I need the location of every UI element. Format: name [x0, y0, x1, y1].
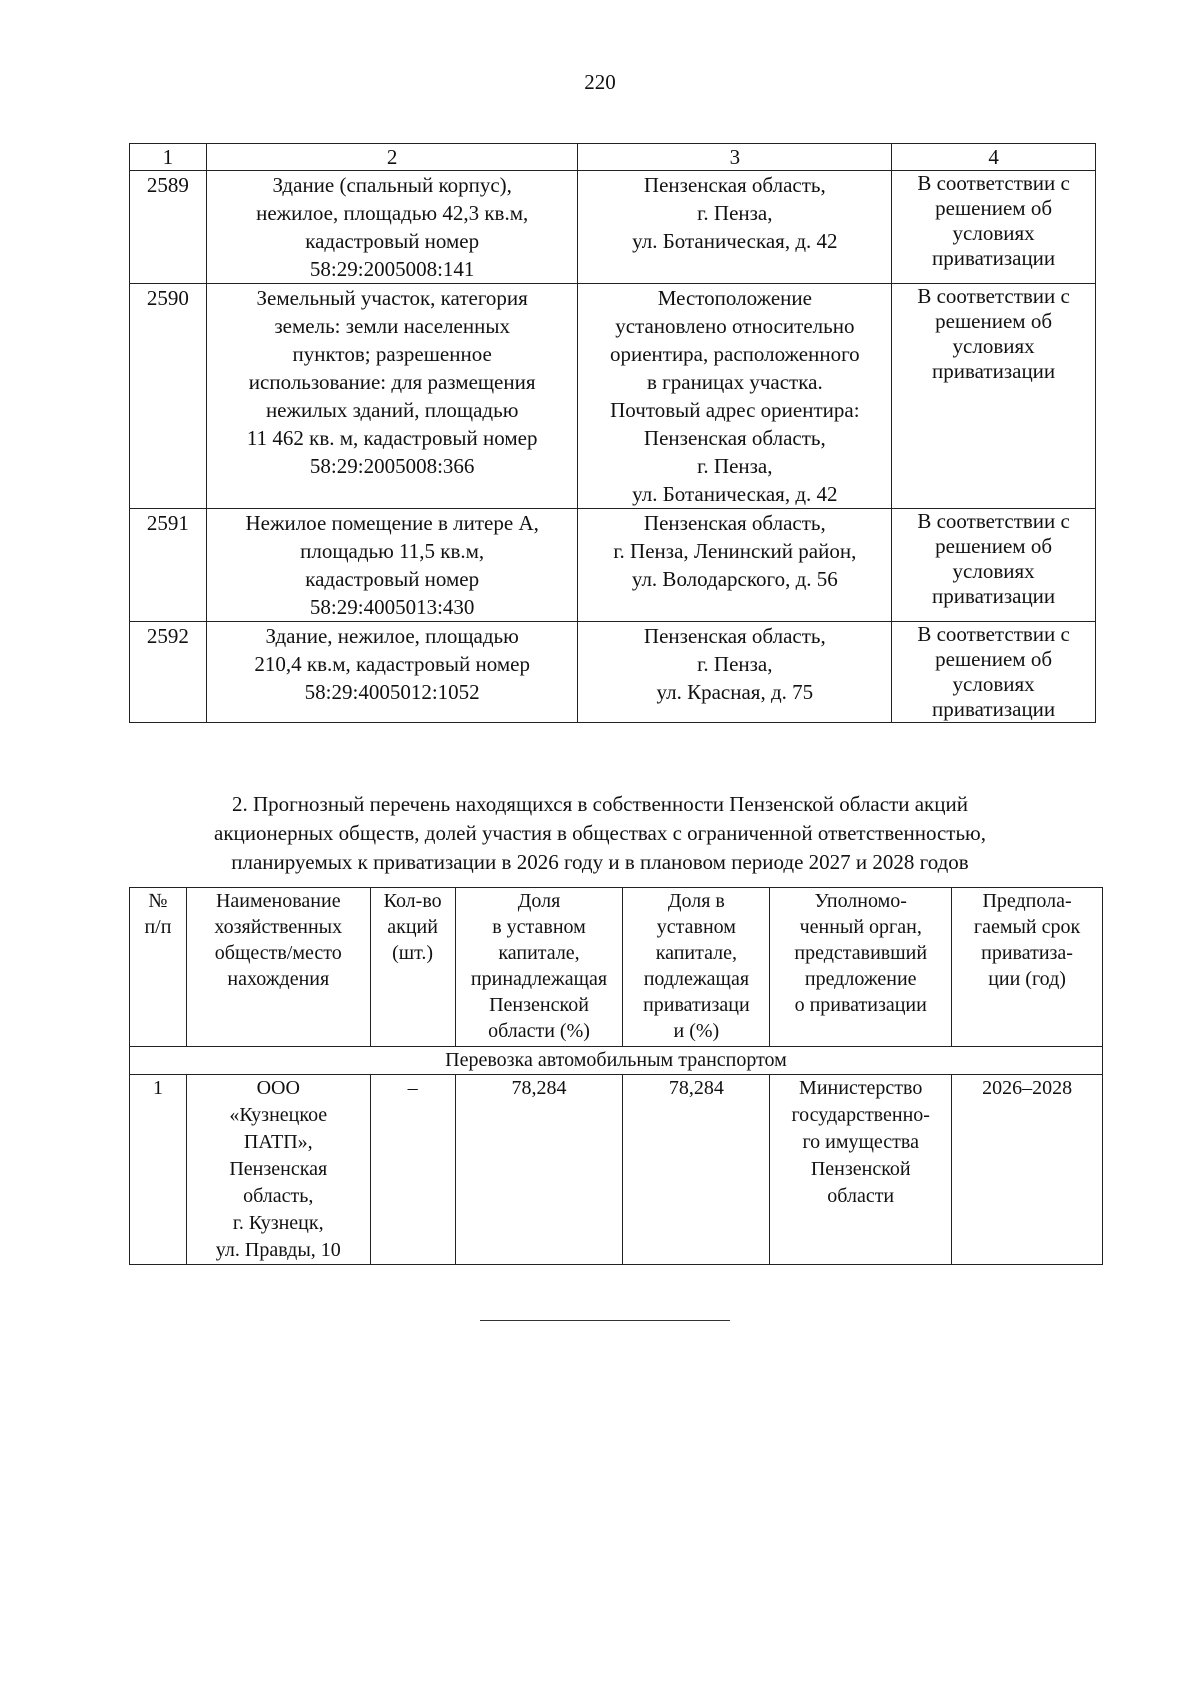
- cell-line: г. Пенза,: [697, 201, 773, 225]
- row-number: [130, 171, 207, 284]
- column-header: 2: [206, 144, 578, 171]
- cell-line: решением об: [935, 534, 1053, 558]
- row-number: [130, 509, 207, 622]
- cell-line: Почтовый адрес ориентира:: [610, 398, 860, 422]
- cell-line: государственно-: [791, 1104, 930, 1126]
- object-address: [578, 284, 892, 509]
- cell-line: Пензенская область,: [643, 624, 826, 648]
- cell-line: площадью 11,5 кв.м,: [300, 539, 485, 563]
- cell-line: Пензенская: [229, 1158, 328, 1180]
- shares-count: [370, 1075, 455, 1265]
- authorized-body: [770, 1075, 952, 1265]
- cell-line: нежилых зданий, площадью: [265, 398, 519, 422]
- cell-line: Доля в: [667, 890, 725, 912]
- table-row: [130, 284, 1096, 509]
- cell-line: подлежащая: [643, 968, 750, 990]
- privatization-basis: [892, 171, 1096, 284]
- cell-line: ПАТП»,: [243, 1131, 313, 1153]
- cell-line: 2591: [146, 511, 189, 535]
- cell-line: Нежилое помещение в литере А,: [245, 511, 539, 535]
- cell-line: п/п: [144, 916, 172, 938]
- column-header: 1: [130, 144, 207, 171]
- cell-line: земель: земли населенных: [274, 314, 510, 338]
- privatization-basis: [892, 509, 1096, 622]
- column-header: [952, 888, 1103, 1047]
- cell-line: 1: [152, 1077, 163, 1099]
- column-header: [186, 888, 370, 1047]
- row-number: [130, 622, 207, 723]
- column-header: [130, 888, 187, 1047]
- table-header-row: [130, 888, 1103, 1047]
- cell-line: Уполномо-: [814, 890, 907, 912]
- share-owned-percent: [455, 1075, 623, 1265]
- cell-line: приватизации: [932, 359, 1056, 383]
- object-description: [206, 171, 578, 284]
- row-number: [130, 1075, 187, 1265]
- cell-line: в границах участка.: [646, 370, 823, 394]
- cell-line: В соответствии с: [917, 284, 1070, 308]
- section-2-heading: [0, 790, 1200, 877]
- cell-line: условиях: [952, 334, 1035, 358]
- cell-line: капитале,: [655, 942, 738, 964]
- column-header: [623, 888, 770, 1047]
- cell-line: нежилое, площадью 42,3 кв.м,: [256, 201, 529, 225]
- cell-line: области: [827, 1185, 895, 1207]
- cell-line: 2026–2028: [982, 1077, 1073, 1099]
- company-name: [186, 1075, 370, 1265]
- cell-line: решением об: [935, 196, 1053, 220]
- cell-line: Пензенская область,: [643, 511, 826, 535]
- cell-line: ООО: [256, 1077, 300, 1099]
- cell-line: ченный орган,: [799, 916, 922, 938]
- column-header: [770, 888, 952, 1047]
- cell-line: 210,4 кв.м, кадастровый номер: [254, 652, 530, 676]
- cell-line: Министерство: [799, 1077, 923, 1099]
- cell-line: 58:29:4005012:1052: [304, 680, 480, 704]
- heading-line: 2. Прогнозный перечень находящихся в собственности Пензенской области акций: [232, 792, 968, 816]
- cell-line: установлено относительно: [615, 314, 855, 338]
- cell-line: В соответствии с: [917, 622, 1070, 646]
- cell-line: о приватизации: [794, 994, 927, 1016]
- cell-line: 78,284: [668, 1077, 724, 1099]
- cell-line: –: [407, 1077, 418, 1099]
- cell-line: №: [148, 890, 168, 912]
- cell-line: ул. Правды, 10: [215, 1239, 341, 1261]
- property-table: [129, 143, 1096, 723]
- table-row: [130, 171, 1096, 284]
- cell-line: обществ/место: [214, 942, 342, 964]
- cell-line: ул. Ботаническая, д. 42: [632, 482, 838, 506]
- cell-line: акций: [387, 916, 438, 938]
- cell-line: Кол-во: [383, 890, 442, 912]
- cell-line: предложение: [804, 968, 917, 990]
- cell-line: решением об: [935, 309, 1053, 333]
- section-label: Перевозка автомобильным транспортом: [130, 1047, 1103, 1075]
- section-row: [130, 1047, 1103, 1075]
- cell-line: ул. Ботаническая, д. 42: [632, 229, 838, 253]
- table-header-row: [130, 144, 1096, 171]
- cell-line: ул. Красная, д. 75: [656, 680, 814, 704]
- property-table-body: [130, 171, 1096, 723]
- cell-line: хозяйственных: [214, 916, 343, 938]
- column-header: [370, 888, 455, 1047]
- cell-line: область,: [243, 1185, 314, 1207]
- shares-table: [129, 887, 1103, 1265]
- cell-line: Земельный участок, категория: [256, 286, 528, 310]
- privatization-basis: [892, 284, 1096, 509]
- cell-line: Пензенской: [489, 994, 589, 1016]
- cell-line: и (%): [673, 1020, 720, 1042]
- column-header: 3: [578, 144, 892, 171]
- cell-line: условиях: [952, 221, 1035, 245]
- cell-line: г. Пенза,: [697, 652, 773, 676]
- cell-line: 58:29:2005008:366: [309, 454, 475, 478]
- cell-line: уставном: [656, 916, 736, 938]
- share-privatized-percent: [623, 1075, 770, 1265]
- cell-line: го имущества: [802, 1131, 919, 1153]
- table-row: [130, 622, 1096, 723]
- object-address: [578, 171, 892, 284]
- cell-line: использование: для размещения: [248, 370, 536, 394]
- cell-line: 58:29:2005008:141: [309, 257, 475, 281]
- cell-line: 58:29:4005013:430: [309, 595, 475, 619]
- cell-line: пунктов; разрешенное: [292, 342, 492, 366]
- cell-line: 78,284: [511, 1077, 567, 1099]
- cell-line: ул. Володарского, д. 56: [631, 567, 838, 591]
- cell-line: г. Кузнецк,: [232, 1212, 324, 1234]
- cell-line: Пензенской: [810, 1158, 911, 1180]
- cell-line: В соответствии с: [917, 509, 1070, 533]
- cell-line: Доля: [517, 890, 561, 912]
- heading-line: планируемых к приватизации в 2026 году и в плановом периоде 2027 и 2028 годов: [231, 850, 969, 874]
- cell-line: ориентира, расположенного: [609, 342, 860, 366]
- cell-line: Здание, нежилое, площадью: [265, 624, 519, 648]
- cell-line: г. Пенза, Ленинский район,: [613, 539, 857, 563]
- cell-line: Наименование: [215, 890, 341, 912]
- object-address: [578, 509, 892, 622]
- cell-line: 2592: [146, 624, 189, 648]
- row-number: [130, 284, 207, 509]
- cell-line: в уставном: [492, 916, 586, 938]
- table-row: [130, 1075, 1103, 1265]
- cell-line: условиях: [952, 672, 1035, 696]
- cell-line: представивший: [794, 942, 928, 964]
- object-description: [206, 622, 578, 723]
- heading-line: акционерных обществ, долей участия в обществах с ограниченной ответственностью,: [214, 821, 986, 845]
- cell-line: приватизации: [932, 584, 1056, 608]
- cell-line: ции (год): [988, 968, 1066, 990]
- cell-line: 2590: [146, 286, 189, 310]
- cell-line: области (%): [488, 1020, 590, 1042]
- page-number: 220: [584, 70, 616, 94]
- privatization-basis: [892, 622, 1096, 723]
- privatization-term: [952, 1075, 1103, 1265]
- cell-line: кадастровый номер: [305, 229, 480, 253]
- cell-line: приватизации: [932, 246, 1056, 270]
- object-description: [206, 509, 578, 622]
- cell-line: решением об: [935, 647, 1053, 671]
- column-header: [455, 888, 623, 1047]
- object-address: [578, 622, 892, 723]
- cell-line: приватиза-: [981, 942, 1073, 964]
- table-row: [130, 509, 1096, 622]
- cell-line: 2589: [146, 173, 189, 197]
- cell-line: Пензенская область,: [643, 173, 826, 197]
- end-divider: [480, 1320, 730, 1321]
- cell-line: г. Пенза,: [697, 454, 773, 478]
- cell-line: нахождения: [227, 968, 330, 990]
- cell-line: гаемый срок: [973, 916, 1081, 938]
- cell-line: Местоположение: [657, 286, 812, 310]
- cell-line: капитале,: [498, 942, 580, 964]
- cell-line: Здание (спальный корпус),: [272, 173, 512, 197]
- cell-line: В соответствии с: [917, 171, 1070, 195]
- cell-line: Предпола-: [982, 890, 1072, 912]
- cell-line: Пензенская область,: [643, 426, 826, 450]
- object-description: [206, 284, 578, 509]
- cell-line: принадлежащая: [470, 968, 608, 990]
- cell-line: кадастровый номер: [305, 567, 480, 591]
- cell-line: «Кузнецкое: [229, 1104, 328, 1126]
- column-header: 4: [892, 144, 1096, 171]
- cell-line: (шт.): [392, 942, 434, 964]
- cell-line: приватизаци: [643, 994, 750, 1016]
- cell-line: 11 462 кв. м, кадастровый номер: [246, 426, 538, 450]
- cell-line: условиях: [952, 559, 1035, 583]
- cell-line: приватизации: [932, 697, 1056, 721]
